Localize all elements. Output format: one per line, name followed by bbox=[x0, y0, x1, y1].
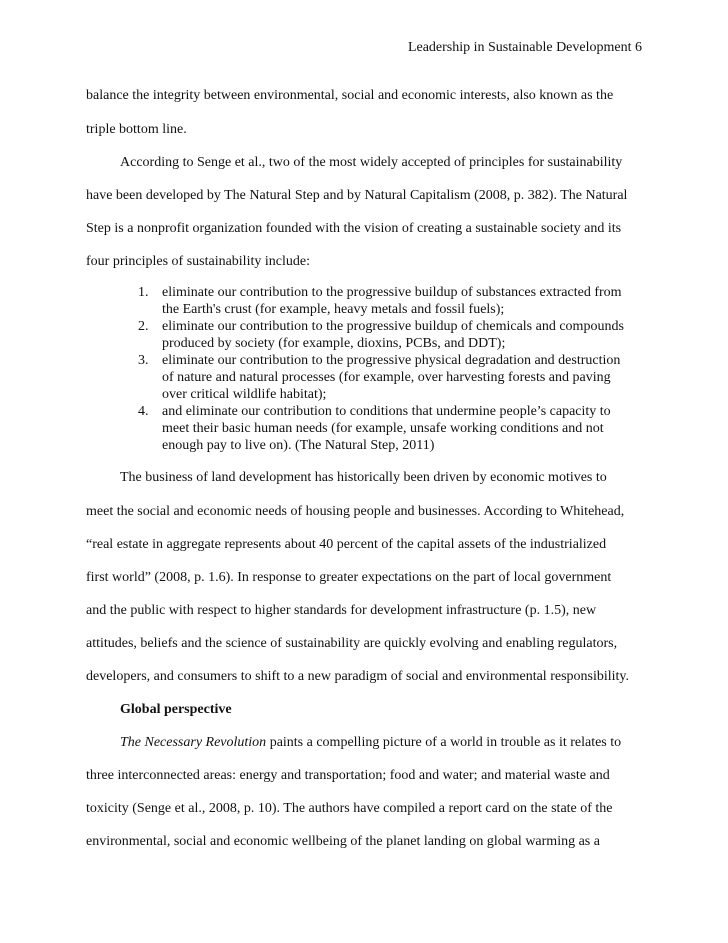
body-line: meet the social and economic needs of housing people and businesses. According to Whitehead, bbox=[86, 504, 625, 519]
body-line: “real estate in aggregate represents about 40 percent of the capital assets of the industrialized bbox=[86, 537, 607, 552]
body-line: attitudes, beliefs and the science of sustainability are quickly evolving and enabling regulators, bbox=[86, 636, 618, 651]
body-line: toxicity (Senge et al., 2008, p. 10). The authors have compiled a report card on the state of the bbox=[86, 801, 613, 816]
body-text: paints a compelling picture of a world in trouble as it relates to bbox=[266, 735, 622, 750]
list-item-line: produced by society (for example, dioxins, PCBs, and DDT); bbox=[162, 336, 506, 351]
list-item-line: the Earth's crust (for example, heavy metals and fossil fuels); bbox=[162, 302, 505, 317]
book-title: The Necessary Revolution bbox=[120, 735, 267, 750]
body-line: According to Senge et al., two of the most widely accepted of principles for sustainability bbox=[120, 155, 623, 170]
body-line: The business of land development has historically been driven by economic motives to bbox=[120, 470, 607, 485]
body-line: and the public with respect to higher standards for development infrastructure (p. 1.5), new bbox=[86, 603, 597, 618]
body-line: Step is a nonprofit organization founded with the vision of creating a sustainable society and its bbox=[86, 221, 622, 236]
body-line: triple bottom line. bbox=[86, 122, 187, 137]
list-item-line: eliminate our contribution to the progressive buildup of substances extracted from bbox=[162, 285, 622, 300]
list-item-line: over critical wildlife habitat); bbox=[162, 387, 327, 402]
list-item-line: of nature and natural processes (for example, over harvesting forests and paving bbox=[162, 370, 611, 385]
running-head: Leadership in Sustainable Development 6 bbox=[407, 40, 642, 55]
list-number: 2. bbox=[138, 319, 149, 334]
list-number: 1. bbox=[138, 285, 149, 300]
list-item-line: meet their basic human needs (for example, unsafe working conditions and not bbox=[162, 421, 604, 436]
body-line: four principles of sustainability include: bbox=[86, 254, 310, 269]
body-line: have been developed by The Natural Step and by Natural Capitalism (2008, p. 382). The Natural bbox=[86, 188, 628, 203]
list-number: 4. bbox=[138, 404, 149, 419]
body-line: environmental, social and economic wellbeing of the planet landing on global warming as a bbox=[86, 834, 600, 849]
list-item-line: eliminate our contribution to the progressive buildup of chemicals and compounds bbox=[162, 319, 624, 334]
body-line bbox=[120, 735, 621, 751]
list-item-line: enough pay to live on). (The Natural Step, 2011) bbox=[162, 438, 435, 453]
section-heading: Global perspective bbox=[120, 702, 232, 717]
body-line: balance the integrity between environmental, social and economic interests, also known as the bbox=[86, 88, 614, 103]
list-item-line: and eliminate our contribution to conditions that undermine people’s capacity to bbox=[162, 404, 611, 419]
list-number: 3. bbox=[138, 353, 149, 368]
list-item-line: eliminate our contribution to the progressive physical degradation and destruction bbox=[162, 353, 621, 368]
body-line: first world” (2008, p. 1.6). In response to greater expectations on the part of local government bbox=[86, 570, 612, 585]
body-line: three interconnected areas: energy and transportation; food and water; and material waste and bbox=[86, 768, 610, 783]
body-line: developers, and consumers to shift to a new paradigm of social and environmental responsibility. bbox=[86, 669, 630, 684]
